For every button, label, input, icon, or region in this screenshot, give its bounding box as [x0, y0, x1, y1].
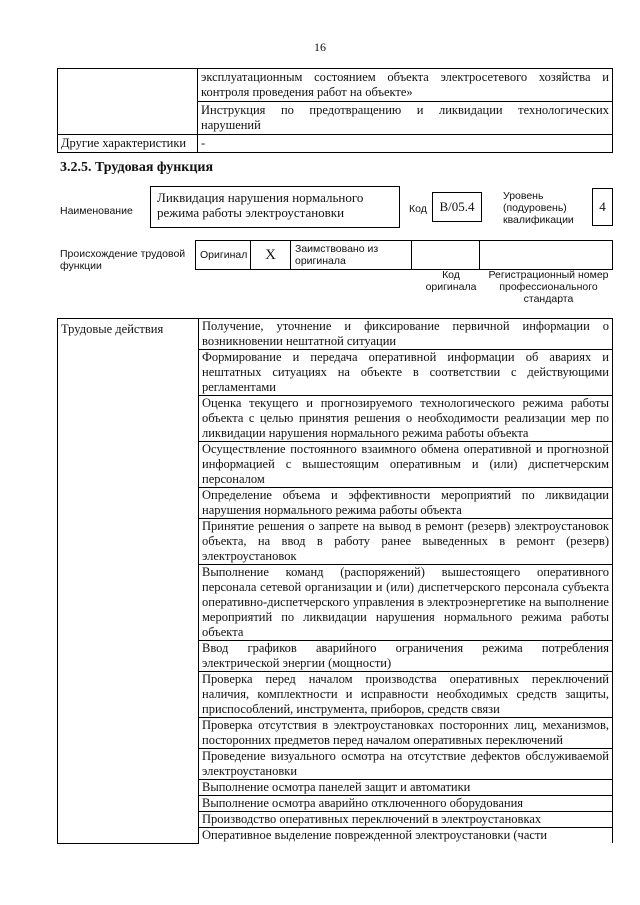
table-row — [58, 69, 613, 102]
labor-action-item: Оперативное выделение поврежденной электроустановки (части — [199, 828, 613, 844]
labor-actions-table — [57, 318, 613, 844]
labor-action-item: Производство оперативных переключений в электроустановках — [199, 812, 613, 828]
labor-action-item: Осуществление постоянного взаимного обмена оперативной и прогнозной информацией с вышестоящим оперативным и (или) диспетчерским персоналом — [199, 442, 613, 488]
characteristics-table — [57, 68, 613, 153]
labor-action-item: Определение объема и эффективности мероприятий по ликвидации нарушения нормального режима работы объекта — [199, 488, 613, 519]
origin-table — [195, 240, 613, 270]
other-characteristics-value: - — [198, 135, 613, 153]
borrowed-label: Заимствовано из оригинала — [291, 241, 412, 270]
empty-cell — [58, 69, 198, 135]
origin-label: Происхождение трудовой функции — [60, 248, 186, 272]
original-label: Оригинал — [196, 241, 251, 270]
labor-action-item: Оценка текущего и прогнозируемого технологического режима работы объекта с целью принятия решения о необходимости реализации мер по ликвидации нарушения нормального режима работы объекта — [199, 396, 613, 442]
code-label: Код — [409, 203, 427, 215]
table-cell: Инструкция по предотвращению и ликвидации технологических нарушений — [198, 102, 613, 135]
table-row — [58, 319, 613, 350]
reg-number-caption: Регистрационный номер профессионального стандарта — [488, 269, 609, 305]
table-cell: эксплуатационным состоянием объекта электросетевого хозяйства и контроля проведения работ на объекте» — [198, 69, 613, 102]
labor-action-item: Ввод графиков аварийного ограничения режима потребления электрической энергии (мощности) — [199, 641, 613, 672]
page-number: 16 — [314, 40, 326, 54]
labor-actions-header: Трудовые действия — [58, 319, 199, 844]
labor-action-item: Выполнение команд (распоряжений) вышестоящего оперативного персонала сетевой организации и (или) диспетчерского персонала субъекта оперативно-диспетчерского управления в электроэнергетике на выполнение мероприятий по ликвидации нарушения нормального режима работы объекта — [199, 565, 613, 641]
labor-action-item: Проверка отсутствия в электроустановках посторонних лиц, механизмов, посторонних предметов перед началом оперативных переключений — [199, 718, 613, 749]
section-title: 3.2.5. Трудовая функция — [60, 160, 214, 175]
labor-action-item: Проведение визуального осмотра на отсутствие дефектов обслуживаемой электроустановки — [199, 749, 613, 780]
labor-action-item: Формирование и передача оперативной информации об авариях и нештатных ситуациях на объекте в соответствии с действующими регламентами — [199, 350, 613, 396]
original-mark: X — [251, 241, 291, 270]
labor-action-item: Выполнение осмотра аварийно отключенного оборудования — [199, 796, 613, 812]
labor-action-item: Проверка перед началом производства оперативных переключений наличия, комплектности и исправности необходимых средств защиты, приспособлений, инструмента, приборов, средств связи — [199, 672, 613, 718]
code-original-caption: Код оригинала — [425, 269, 477, 293]
function-code-field: B/05.4 — [432, 192, 482, 222]
qualification-level-field: 4 — [592, 188, 613, 226]
table-row — [196, 241, 613, 270]
code-original-cell — [412, 241, 480, 270]
labor-action-item: Принятие решения о запрете на вывод в ремонт (резерв) электроустановок объекта, на ввод в работу ранее выведенных в ремонт (резерв) электроустановок — [199, 519, 613, 565]
labor-action-item: Получение, уточнение и фиксирование первичной информации о возникновении нештатной ситуации — [199, 319, 613, 350]
labor-action-item: Выполнение осмотра панелей защит и автоматики — [199, 780, 613, 796]
other-characteristics-label: Другие характеристики — [58, 135, 198, 153]
qualification-level-label: Уровень (подуровень) квалификации — [503, 190, 574, 226]
table-row — [58, 135, 613, 153]
function-name-field: Ликвидация нарушения нормального режима работы электроустановки — [150, 186, 400, 228]
name-label: Наименование — [60, 205, 133, 217]
reg-number-cell — [480, 241, 613, 270]
